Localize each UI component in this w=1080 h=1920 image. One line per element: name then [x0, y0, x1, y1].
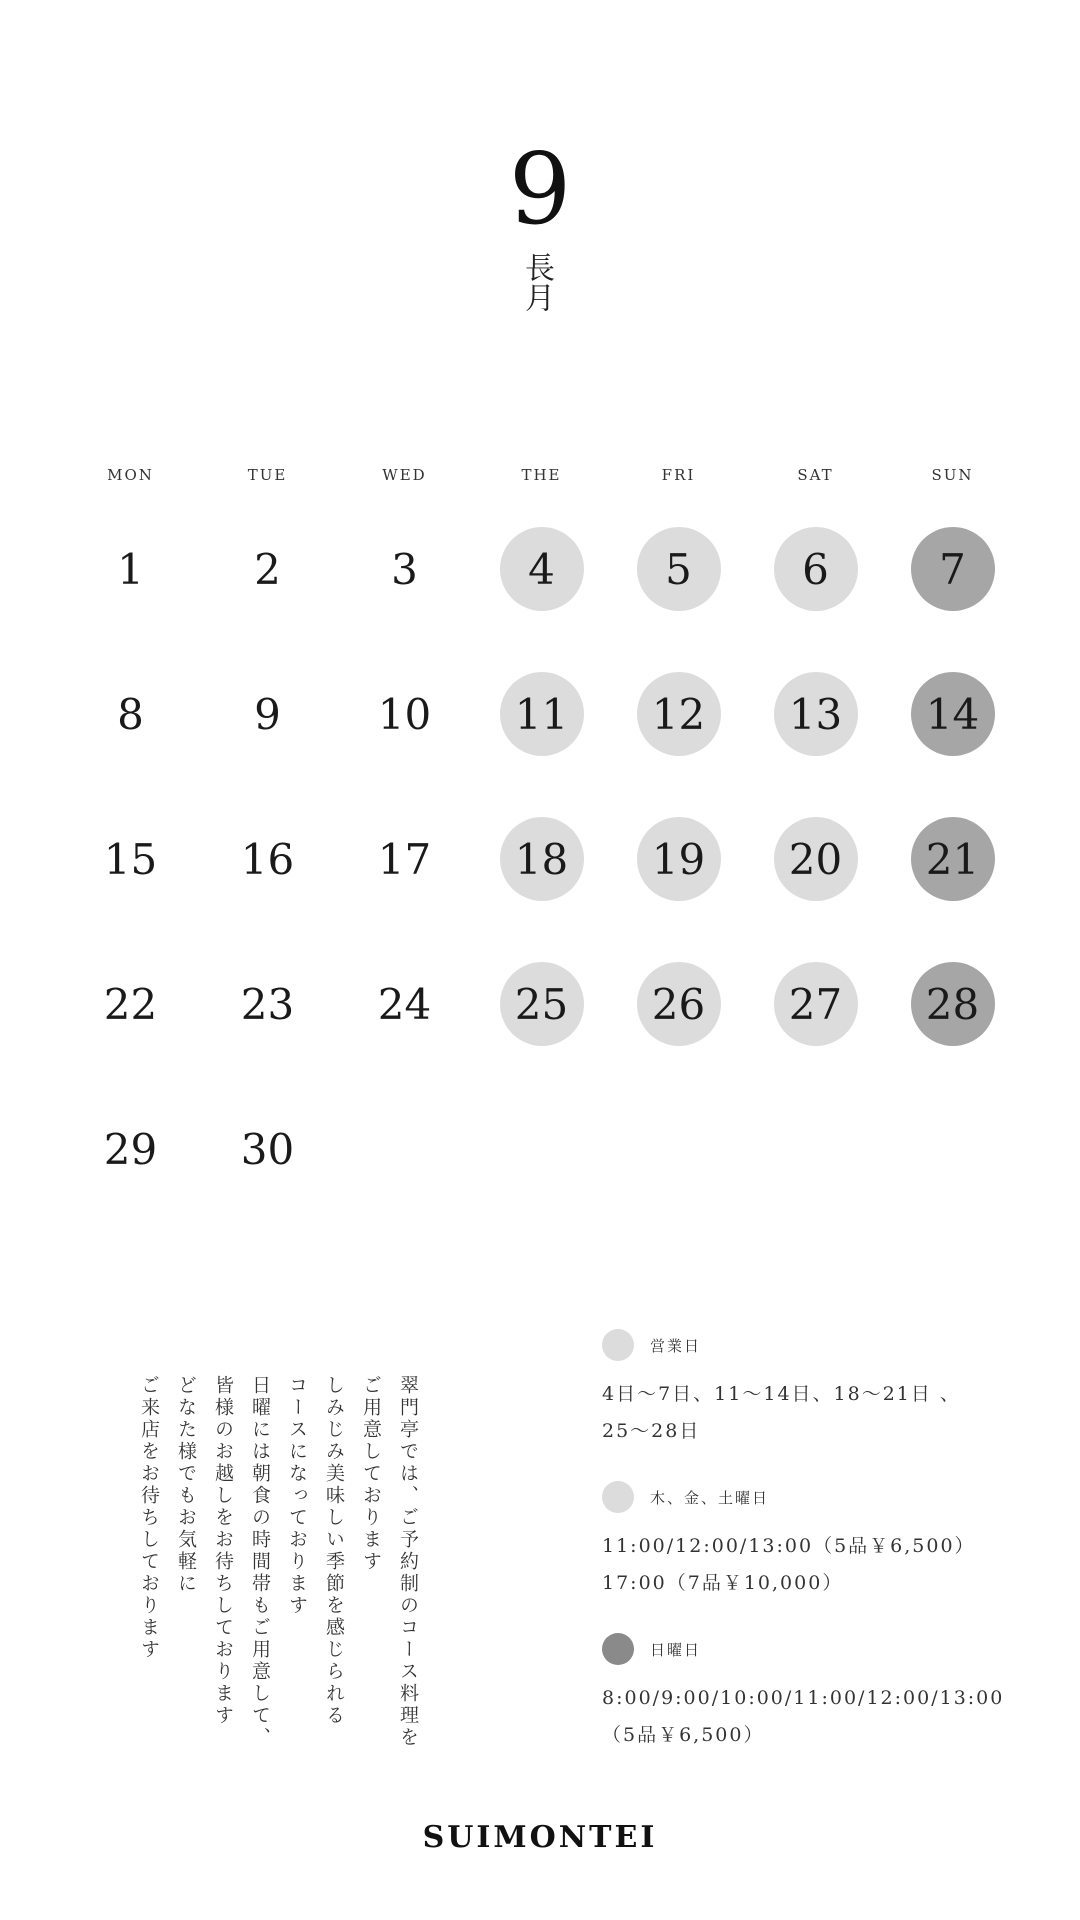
calendar-day [884, 672, 1021, 817]
weekday-label: THE [521, 466, 562, 484]
legend-sunday-label: 日曜日 [650, 1640, 702, 1659]
calendar-day [747, 672, 884, 817]
dark-dot-icon [602, 1633, 634, 1665]
day-number: 23 [240, 979, 295, 1029]
legend-sunday-line2: （5品￥6,500） [602, 1724, 765, 1746]
legend-business-line2: 25〜28日 [602, 1420, 701, 1442]
day-number: 21 [911, 817, 995, 901]
calendar-day [884, 817, 1021, 962]
weekday-label: MON [107, 466, 154, 484]
legend-business-header [602, 1328, 1072, 1362]
about-line: ご用意しております [360, 1375, 382, 1573]
calendar-day [610, 817, 747, 962]
about-line: 皆様のお越しをお待ちしております [212, 1375, 234, 1727]
legend-business-label: 営業日 [650, 1336, 702, 1355]
day-number: 28 [911, 962, 995, 1046]
legend-weekday-line2: 17:00（7品￥10,000） [602, 1572, 844, 1594]
calendar-day [473, 527, 610, 672]
calendar-day [336, 672, 473, 817]
day-number: 6 [774, 527, 858, 611]
about-text [130, 1375, 426, 1775]
calendar-day [884, 962, 1021, 1107]
day-number: 17 [377, 834, 432, 884]
calendar-day [199, 962, 336, 1107]
day-number: 15 [103, 834, 158, 884]
legend-business-line1: 4日〜7日、11〜14日、18〜21日 、 [602, 1383, 961, 1405]
calendar-day [473, 672, 610, 817]
day-number: 12 [637, 672, 721, 756]
day-number: 3 [391, 544, 418, 594]
day-number: 29 [103, 1124, 158, 1174]
legend-weekday-header [602, 1480, 1072, 1514]
weekday-label: TUE [247, 466, 288, 484]
legend [602, 1328, 1072, 1754]
day-number: 8 [117, 689, 144, 739]
calendar-day [199, 527, 336, 672]
calendar-day [62, 817, 199, 962]
calendar-day [336, 817, 473, 962]
day-number: 18 [500, 817, 584, 901]
day-number: 4 [500, 527, 584, 611]
day-number: 27 [774, 962, 858, 1046]
day-number: 2 [254, 544, 281, 594]
day-number: 1 [117, 544, 144, 594]
legend-sunday-line1: 8:00/9:00/10:00/11:00/12:00/13:00 [602, 1687, 1005, 1709]
calendar-day [336, 962, 473, 1107]
day-number: 16 [240, 834, 295, 884]
day-number: 10 [377, 689, 432, 739]
light-dot-icon [602, 1329, 634, 1361]
calendar-day [610, 672, 747, 817]
calendar-day [473, 817, 610, 962]
legend-weekday-times [602, 1528, 1072, 1602]
calendar-day [747, 817, 884, 962]
about-line: どなた様でもお気軽に [175, 1375, 197, 1595]
about-line: 翠門亭では、ご予約制のコース料理を [397, 1375, 419, 1749]
calendar-day [62, 962, 199, 1107]
about-line: コースになっております [286, 1375, 308, 1617]
day-number: 7 [911, 527, 995, 611]
weekday-label: SUN [931, 466, 974, 484]
calendar-day [199, 817, 336, 962]
day-number: 25 [500, 962, 584, 1046]
calendar-grid [62, 527, 1021, 1252]
calendar-day [62, 672, 199, 817]
day-number: 11 [500, 672, 584, 756]
legend-weekday-line1: 11:00/12:00/13:00（5品￥6,500） [602, 1535, 976, 1557]
day-number: 19 [637, 817, 721, 901]
weekday-label: SAT [797, 466, 834, 484]
calendar-day [610, 527, 747, 672]
month-name: 長月 [519, 252, 554, 312]
about-line: ご来店をお待ちしております [138, 1375, 160, 1661]
legend-business-dates [602, 1376, 1072, 1450]
calendar-day [747, 527, 884, 672]
calendar-day [199, 1107, 336, 1252]
day-number: 13 [774, 672, 858, 756]
day-number: 20 [774, 817, 858, 901]
legend-sunday-header [602, 1632, 1072, 1666]
calendar-day [336, 527, 473, 672]
weekday-label: FRI [661, 466, 696, 484]
day-number: 22 [103, 979, 158, 1029]
weekday-header [62, 466, 1021, 484]
day-number: 24 [377, 979, 432, 1029]
calendar-day [473, 962, 610, 1107]
legend-weekday-label: 木、金、土曜日 [650, 1488, 770, 1507]
month-number: 9 [508, 133, 572, 247]
calendar-day [199, 672, 336, 817]
weekday-label: WED [382, 466, 427, 484]
brand-logo: SUIMONTEI [422, 1820, 658, 1855]
about-line: 日曜には朝食の時間帯もご用意して、 [249, 1375, 271, 1749]
calendar-day [62, 527, 199, 672]
day-number: 26 [637, 962, 721, 1046]
calendar-day [610, 962, 747, 1107]
day-number: 30 [240, 1124, 295, 1174]
about-line: しみじみ美味しい季節を感じられる [323, 1375, 345, 1727]
calendar-day [747, 962, 884, 1107]
legend-sunday-times [602, 1680, 1072, 1754]
day-number: 5 [637, 527, 721, 611]
calendar-day [62, 1107, 199, 1252]
day-number: 14 [911, 672, 995, 756]
light-dot-icon [602, 1481, 634, 1513]
calendar-day [884, 527, 1021, 672]
day-number: 9 [254, 689, 281, 739]
